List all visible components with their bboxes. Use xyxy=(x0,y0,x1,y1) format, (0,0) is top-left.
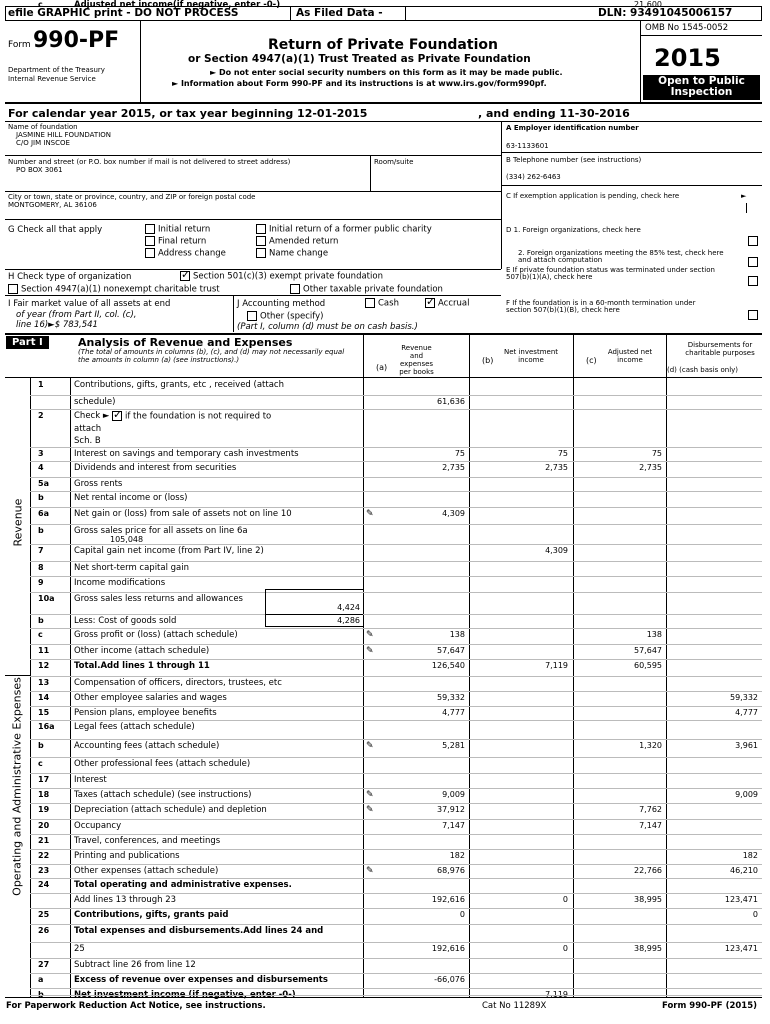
j-label: J Accounting method xyxy=(237,299,326,309)
g-initial-former[interactable]: Initial return of a former public charity xyxy=(256,224,432,235)
row-label: Pension plans, employee benefits xyxy=(74,708,217,718)
row-separator xyxy=(30,849,762,850)
row-separator xyxy=(30,576,762,577)
cell-a: 7,147 xyxy=(442,821,465,830)
cell-b: 2,735 xyxy=(545,463,568,472)
revenue-side-label: Revenue xyxy=(11,498,25,547)
f-checkbox[interactable] xyxy=(748,310,758,320)
revenue-expense-rule xyxy=(5,675,30,676)
row-separator xyxy=(30,995,762,996)
checkbox[interactable] xyxy=(145,248,155,258)
row-label: Gross profit or (loss) (attach schedule) xyxy=(74,630,238,640)
row-label: Contributions, gifts, grants, etc , received (attach xyxy=(74,380,284,390)
row-number: 24 xyxy=(38,880,50,889)
row-label: Interest on savings and temporary cash investments xyxy=(74,449,299,459)
row-separator xyxy=(30,507,762,508)
org-rule-1 xyxy=(5,155,501,156)
line10a-value: 4,424 xyxy=(337,603,360,612)
checkbox[interactable] xyxy=(256,224,266,234)
row-number: 13 xyxy=(38,678,50,687)
dln-label: DLN: 93491045006157 xyxy=(598,7,733,19)
row-label: Subtract line 26 from line 12 xyxy=(74,960,196,970)
part1-title: Analysis of Revenue and Expenses xyxy=(78,336,293,349)
i-line-3: line 16)►$ 783,541 xyxy=(16,320,98,330)
street-label: Number and street (or P.O. box number if mail is not delivered to street address) xyxy=(8,158,291,166)
as-filed-label: As Filed Data - xyxy=(296,7,383,19)
row-number: 9 xyxy=(38,578,44,587)
cell-a: 59,332 xyxy=(437,693,465,702)
col-a-left xyxy=(363,334,364,997)
row-separator xyxy=(30,864,762,865)
checkbox[interactable] xyxy=(8,284,18,294)
row-separator xyxy=(30,659,762,660)
header-divider-left xyxy=(140,21,141,103)
cell-c: 7,147 xyxy=(639,821,662,830)
row-separator xyxy=(30,924,762,925)
h-label: H Check type of organization xyxy=(8,272,132,282)
row-number: 12 xyxy=(38,661,50,670)
g-label: G Check all that apply xyxy=(8,225,103,235)
efile-label: efile GRAPHIC print - DO NOT PROCESS xyxy=(8,7,239,19)
row-number: b xyxy=(38,526,44,535)
attachment-icon[interactable]: ✎ xyxy=(366,866,374,876)
row-number: 18 xyxy=(38,790,50,799)
cell-d: 123,471 xyxy=(724,895,758,904)
row-number: b xyxy=(38,741,44,750)
row-label: Other professional fees (attach schedule) xyxy=(74,759,251,769)
row-number: c xyxy=(38,630,43,639)
cell-a: 182 xyxy=(449,851,465,860)
cell-d: 59,332 xyxy=(730,693,758,702)
col-num-left xyxy=(30,378,31,997)
phone-label: B Telephone number (see instructions) xyxy=(506,156,642,164)
row-separator xyxy=(30,757,762,758)
d2-label: 2. Foreign organizations meeting the 85% test, check here and attach computation xyxy=(518,249,724,264)
foundation-name-2: C/O JIM INSCOE xyxy=(16,139,70,147)
col-d-header: Disbursements for charitable purposes xyxy=(685,341,755,357)
row-number: 8 xyxy=(38,563,44,572)
header-divider-right xyxy=(640,21,641,103)
col-c-left xyxy=(573,334,574,997)
row-separator xyxy=(30,614,762,615)
attachment-icon[interactable]: ✎ xyxy=(366,509,374,519)
part1-header-rule xyxy=(5,377,762,378)
row-separator xyxy=(30,958,762,959)
row-separator xyxy=(30,908,762,909)
row-label: Depreciation (attach schedule) and depletion xyxy=(74,805,267,815)
row-separator xyxy=(30,461,762,462)
cell-c: 138 xyxy=(646,630,662,639)
row-number: c xyxy=(38,759,43,768)
part1-tag: Part I xyxy=(6,336,49,349)
row-number: 23 xyxy=(38,866,50,875)
row-separator xyxy=(30,628,762,629)
row-label: Gross rents xyxy=(74,479,123,489)
row-number: c xyxy=(38,0,43,9)
cell-d: 123,471 xyxy=(724,944,758,953)
attachment-icon[interactable]: ✎ xyxy=(366,646,374,656)
row-label: Capital gain net income (from Part IV, line 2) xyxy=(74,546,264,556)
street-value: PO BOX 3061 xyxy=(16,166,63,174)
e-label: E If private foundation status was terminated under section 507(b)(1)(A), check here xyxy=(506,266,715,281)
cell-a: 192,616 xyxy=(431,944,465,953)
row-label: Other expenses (attach schedule) xyxy=(74,866,219,876)
foundation-name-label: Name of foundation xyxy=(8,123,78,131)
cell-d: 3,961 xyxy=(735,741,758,750)
cell-c: 2,735 xyxy=(639,463,662,472)
row-number: 1 xyxy=(38,380,44,389)
row-label: Net gain or (loss) from sale of assets not on line 10 xyxy=(74,509,292,519)
form-subtitle: or Section 4947(a)(1) Trust Treated as Private Foundation xyxy=(188,53,531,65)
h-other-taxable[interactable]: Other taxable private foundation xyxy=(290,284,443,295)
row-number: 21 xyxy=(38,836,50,845)
row-number: a xyxy=(38,975,44,984)
row-separator xyxy=(30,878,762,879)
row-label: Contributions, gifts, grants paid xyxy=(74,910,229,920)
col-d-left xyxy=(666,334,667,997)
omb-divider xyxy=(640,35,762,36)
attachment-icon[interactable]: ✎ xyxy=(366,790,374,800)
row-separator xyxy=(30,544,762,545)
line6b-value: 105,048 xyxy=(110,535,144,544)
h-rule xyxy=(5,269,501,270)
row-separator xyxy=(30,409,762,410)
row-separator xyxy=(30,491,762,492)
checkbox[interactable] xyxy=(256,236,266,246)
cell-a: 4,309 xyxy=(442,509,465,518)
row-number: 10a xyxy=(38,594,55,603)
row-number: 15 xyxy=(38,708,50,717)
cell-d: 4,777 xyxy=(735,708,758,717)
cell-b: 7,119 xyxy=(545,661,568,670)
cell-b: 4,309 xyxy=(545,546,568,555)
form-name: 990-PF xyxy=(33,28,120,53)
row-label: Gross sales less returns and allowances xyxy=(74,594,243,604)
org-divider xyxy=(501,121,502,269)
cell-d: 0 xyxy=(752,910,758,919)
expenses-side-label: Operating and Administrative Expenses xyxy=(10,677,24,896)
cell-a: 37,912 xyxy=(437,805,465,814)
e-checkbox[interactable] xyxy=(748,276,758,286)
part1-desc: (The total of amounts in columns (b), (c), and (d) may not necessarily equal the amounts in column (a) (see instructions).) xyxy=(78,348,345,364)
department: Department of the Treasury Internal Revenue Service xyxy=(8,66,105,83)
cell-a: 68,976 xyxy=(437,866,465,875)
row-label: Interest xyxy=(74,775,107,785)
cell-c: 22,766 xyxy=(634,866,662,875)
row-number: 20 xyxy=(38,821,50,830)
form-prefix: Form xyxy=(8,40,31,50)
row-separator xyxy=(30,720,762,721)
cell-a: 75 xyxy=(454,449,465,458)
j-other[interactable]: Other (specify) xyxy=(247,311,323,322)
row-separator xyxy=(30,773,762,774)
cell-b: 0 xyxy=(562,944,568,953)
cell-a: 192,616 xyxy=(431,895,465,904)
row-number: 16a xyxy=(38,722,55,731)
cell-a: 138 xyxy=(449,630,465,639)
row-label: Excess of revenue over expenses and disbursements xyxy=(74,975,328,985)
row-label: Income modifications xyxy=(74,578,166,588)
row-number: 19 xyxy=(38,805,50,814)
tax-year: 2015 xyxy=(654,44,721,72)
open-to-public: Open to Public Inspection xyxy=(658,75,745,98)
cell-b: 0 xyxy=(562,895,568,904)
row-label: Occupancy xyxy=(74,821,122,831)
g-name-change[interactable]: Name change xyxy=(256,248,328,259)
row-label: Legal fees (attach schedule) xyxy=(74,722,195,732)
city-value: MONTGOMERY, AL 36106 xyxy=(8,201,97,209)
row-separator xyxy=(30,739,762,740)
cell-a: 126,540 xyxy=(431,661,465,670)
attachment-icon[interactable]: ✎ xyxy=(366,741,374,751)
row-number: b xyxy=(38,493,44,502)
checkbox[interactable] xyxy=(256,248,266,258)
checked-checkbox[interactable] xyxy=(180,271,190,281)
row-number: 6a xyxy=(38,509,49,518)
g-final-return[interactable]: Final return xyxy=(145,236,206,247)
line2-checkbox-text: ✓if the foundation is not required to xyxy=(112,411,271,422)
cell-d: 9,009 xyxy=(735,790,758,799)
col-c-letter: (c) xyxy=(586,356,597,365)
part1-top-rule xyxy=(5,333,762,335)
row-label: Add lines 13 through 23 xyxy=(74,895,177,905)
row-separator xyxy=(30,644,762,645)
row-label: Net investment income (if negative, enter -0-) xyxy=(74,990,296,1000)
j-cash[interactable]: Cash xyxy=(365,298,399,309)
col-a-header: Revenue and expenses per books xyxy=(399,344,434,376)
omb-number: OMB No 1545-0052 xyxy=(645,23,729,33)
checkbox[interactable] xyxy=(145,224,155,234)
exemption-pending: C If exemption application is pending, check here xyxy=(506,192,680,200)
row-label: Dividends and interest from securities xyxy=(74,463,237,473)
row-number: 17 xyxy=(38,775,50,784)
h-501c3[interactable]: ✓ Section 501(c)(3) exempt private foundation xyxy=(180,271,383,282)
cell-c: 60,595 xyxy=(634,661,662,670)
irs-instruction: ► Information about Form 990-PF and its instructions is at www.irs.gov/form990pf. xyxy=(172,79,547,88)
d1-checkbox[interactable] xyxy=(748,236,758,246)
d1-label: D 1. Foreign organizations, check here xyxy=(506,226,641,234)
cell-a: -66,076 xyxy=(434,975,465,984)
row-number: 5a xyxy=(38,479,49,488)
row-separator xyxy=(30,788,762,789)
row-label: Net short-term capital gain xyxy=(74,563,190,573)
org-right-rule-2 xyxy=(501,185,762,186)
attachment-icon[interactable]: ✎ xyxy=(366,805,374,815)
room-label: Room/suite xyxy=(374,158,414,166)
row-label: Taxes (attach schedule) (see instructions) xyxy=(74,790,252,800)
line10-mid-rule xyxy=(265,614,363,615)
checkbox[interactable] xyxy=(290,284,300,294)
cell-a: 0 xyxy=(459,910,465,919)
row-label: Travel, conferences, and meetings xyxy=(74,836,221,846)
cell-c: 38,995 xyxy=(634,944,662,953)
d2-checkbox[interactable] xyxy=(748,257,758,267)
row-number: 7 xyxy=(38,546,44,555)
cell-a: 5,281 xyxy=(442,741,465,750)
row-label: Gross sales price for all assets on line 6a xyxy=(74,526,248,536)
phone-value: (334) 262-6463 xyxy=(506,173,561,181)
row-label: Check ► xyxy=(74,411,110,421)
cell-a: 61,636 xyxy=(437,397,465,406)
row-label: Total expenses and disbursements.Add lines 24 and xyxy=(74,926,324,936)
row-separator xyxy=(30,395,762,396)
cell-c: 57,647 xyxy=(634,646,662,655)
row-separator xyxy=(30,988,762,989)
row-label: Other employee salaries and wages xyxy=(74,693,227,703)
cell-d: 182 xyxy=(742,851,758,860)
checked-checkbox[interactable] xyxy=(112,411,122,421)
row-separator xyxy=(30,477,762,478)
row-label: 25 xyxy=(74,944,85,954)
col-a-letter: (a) xyxy=(376,363,388,372)
col-b-header: Net investment income xyxy=(503,348,559,364)
cell-c: 75 xyxy=(651,449,662,458)
footer-cat: Cat No 11289X xyxy=(482,1001,547,1011)
calendar-ending: , and ending 11-30-2016 xyxy=(478,107,630,120)
row-separator xyxy=(30,942,762,943)
org-right-rule-1 xyxy=(501,152,762,153)
cell-a: 9,009 xyxy=(442,790,465,799)
line2-attach: attach xyxy=(74,424,102,434)
cell-a: 2,735 xyxy=(442,463,465,472)
row-number: b xyxy=(38,616,44,625)
row-number: 26 xyxy=(38,926,50,935)
checked-checkbox[interactable] xyxy=(425,298,435,308)
cell-d: 46,210 xyxy=(730,866,758,875)
row-number: 22 xyxy=(38,851,50,860)
row-number: 11 xyxy=(38,646,50,655)
h-4947[interactable]: Section 4947(a)(1) nonexempt charitable trust xyxy=(8,284,220,295)
row-separator xyxy=(30,524,762,525)
row-number: b xyxy=(38,990,44,999)
row-number: 4 xyxy=(38,463,44,472)
row-separator xyxy=(30,834,762,835)
ij-divider xyxy=(233,295,234,332)
col-text-left xyxy=(70,378,71,997)
g-amended-return[interactable]: Amended return xyxy=(256,236,338,247)
cell-a: 4,777 xyxy=(442,708,465,717)
room-divider xyxy=(370,155,371,191)
cell-c: 38,995 xyxy=(634,895,662,904)
g-address-change[interactable]: Address change xyxy=(145,248,226,259)
foundation-name-1: JASMINE HILL FOUNDATION xyxy=(16,131,112,139)
arrow-icon: ► xyxy=(741,192,747,200)
row-separator xyxy=(30,447,762,448)
header-bottom-rule xyxy=(5,102,762,104)
org-rule-2 xyxy=(5,191,501,192)
city-label: City or town, state or province, country, and ZIP or foreign postal code xyxy=(8,193,256,201)
row-label: Other income (attach schedule) xyxy=(74,646,210,656)
row-separator xyxy=(30,893,762,894)
row-separator xyxy=(30,592,762,593)
line2-schb: Sch. B xyxy=(74,436,101,446)
col-c-header: Adjusted net income xyxy=(607,348,653,364)
row-label: Net rental income or (loss) xyxy=(74,493,188,503)
row-separator xyxy=(30,706,762,707)
cell-b: 7,119 xyxy=(545,990,568,999)
row-separator xyxy=(30,973,762,974)
row-number: 3 xyxy=(38,449,44,458)
g-rule xyxy=(5,219,501,220)
row-separator xyxy=(30,676,762,677)
row-separator xyxy=(30,803,762,804)
cell-a: 57,647 xyxy=(437,646,465,655)
i-line-2: of year (from Part II, col. (c), xyxy=(16,310,137,320)
cell-b: 75 xyxy=(557,449,568,458)
cell-c: 1,320 xyxy=(639,741,662,750)
col-b-letter: (b) xyxy=(482,356,494,365)
checkbox[interactable] xyxy=(247,311,257,321)
row-number: 27 xyxy=(38,960,50,969)
g-initial-return[interactable]: Initial return xyxy=(145,224,210,235)
calendar-year: For calendar year 2015, or tax year beginning 12-01-2015 xyxy=(8,107,368,120)
calendar-rule xyxy=(5,121,762,122)
col-d-letter: (d) (cash basis only) xyxy=(667,366,739,374)
cell-c: 7,762 xyxy=(639,805,662,814)
ein-value: 63-1133601 xyxy=(506,142,549,150)
row-label: Adjusted net income(if negative, enter -0-) xyxy=(74,0,281,10)
row-number: 25 xyxy=(38,910,50,919)
line10b-value: 4,286 xyxy=(337,616,360,625)
i-line-1: I Fair market value of all assets at end xyxy=(8,299,171,309)
row-label: Total.Add lines 1 through 11 xyxy=(74,661,210,671)
col-b-left xyxy=(469,334,470,997)
row-label: Compensation of officers, directors, trustees, etc xyxy=(74,678,282,688)
cell-c: 21,600 xyxy=(634,0,662,9)
j-note: (Part I, column (d) must be on cash basis.) xyxy=(237,322,418,332)
row-label: Less: Cost of goods sold xyxy=(74,616,177,626)
row-label: schedule) xyxy=(74,397,116,407)
attachment-icon[interactable]: ✎ xyxy=(366,630,374,640)
checkbox[interactable] xyxy=(365,298,375,308)
ein-label: A Employer identification number xyxy=(506,124,639,132)
row-number: 2 xyxy=(38,411,44,420)
form-title: Return of Private Foundation xyxy=(268,37,498,53)
footer-rule xyxy=(5,997,762,998)
f-label: F If the foundation is in a 60-month termination under section 507(b)(1)(B), check here xyxy=(506,299,696,314)
row-separator xyxy=(30,819,762,820)
footer-notice: For Paperwork Reduction Act Notice, see instructions. xyxy=(6,1001,266,1011)
row-label: Total operating and administrative expenses. xyxy=(74,880,292,890)
c-checkbox-line[interactable] xyxy=(746,203,747,213)
row-separator xyxy=(30,561,762,562)
row-label: Printing and publications xyxy=(74,851,180,861)
row-separator xyxy=(30,691,762,692)
row-label: Accounting fees (attach schedule) xyxy=(74,741,220,751)
footer-form: Form 990-PF (2015) xyxy=(662,1001,758,1011)
row-number: 14 xyxy=(38,693,50,702)
checkbox[interactable] xyxy=(145,236,155,246)
ssn-instruction: ► Do not enter social security numbers on this form as it may be made public. xyxy=(210,68,563,77)
j-accrual[interactable]: ✓ Accrual xyxy=(425,298,469,309)
